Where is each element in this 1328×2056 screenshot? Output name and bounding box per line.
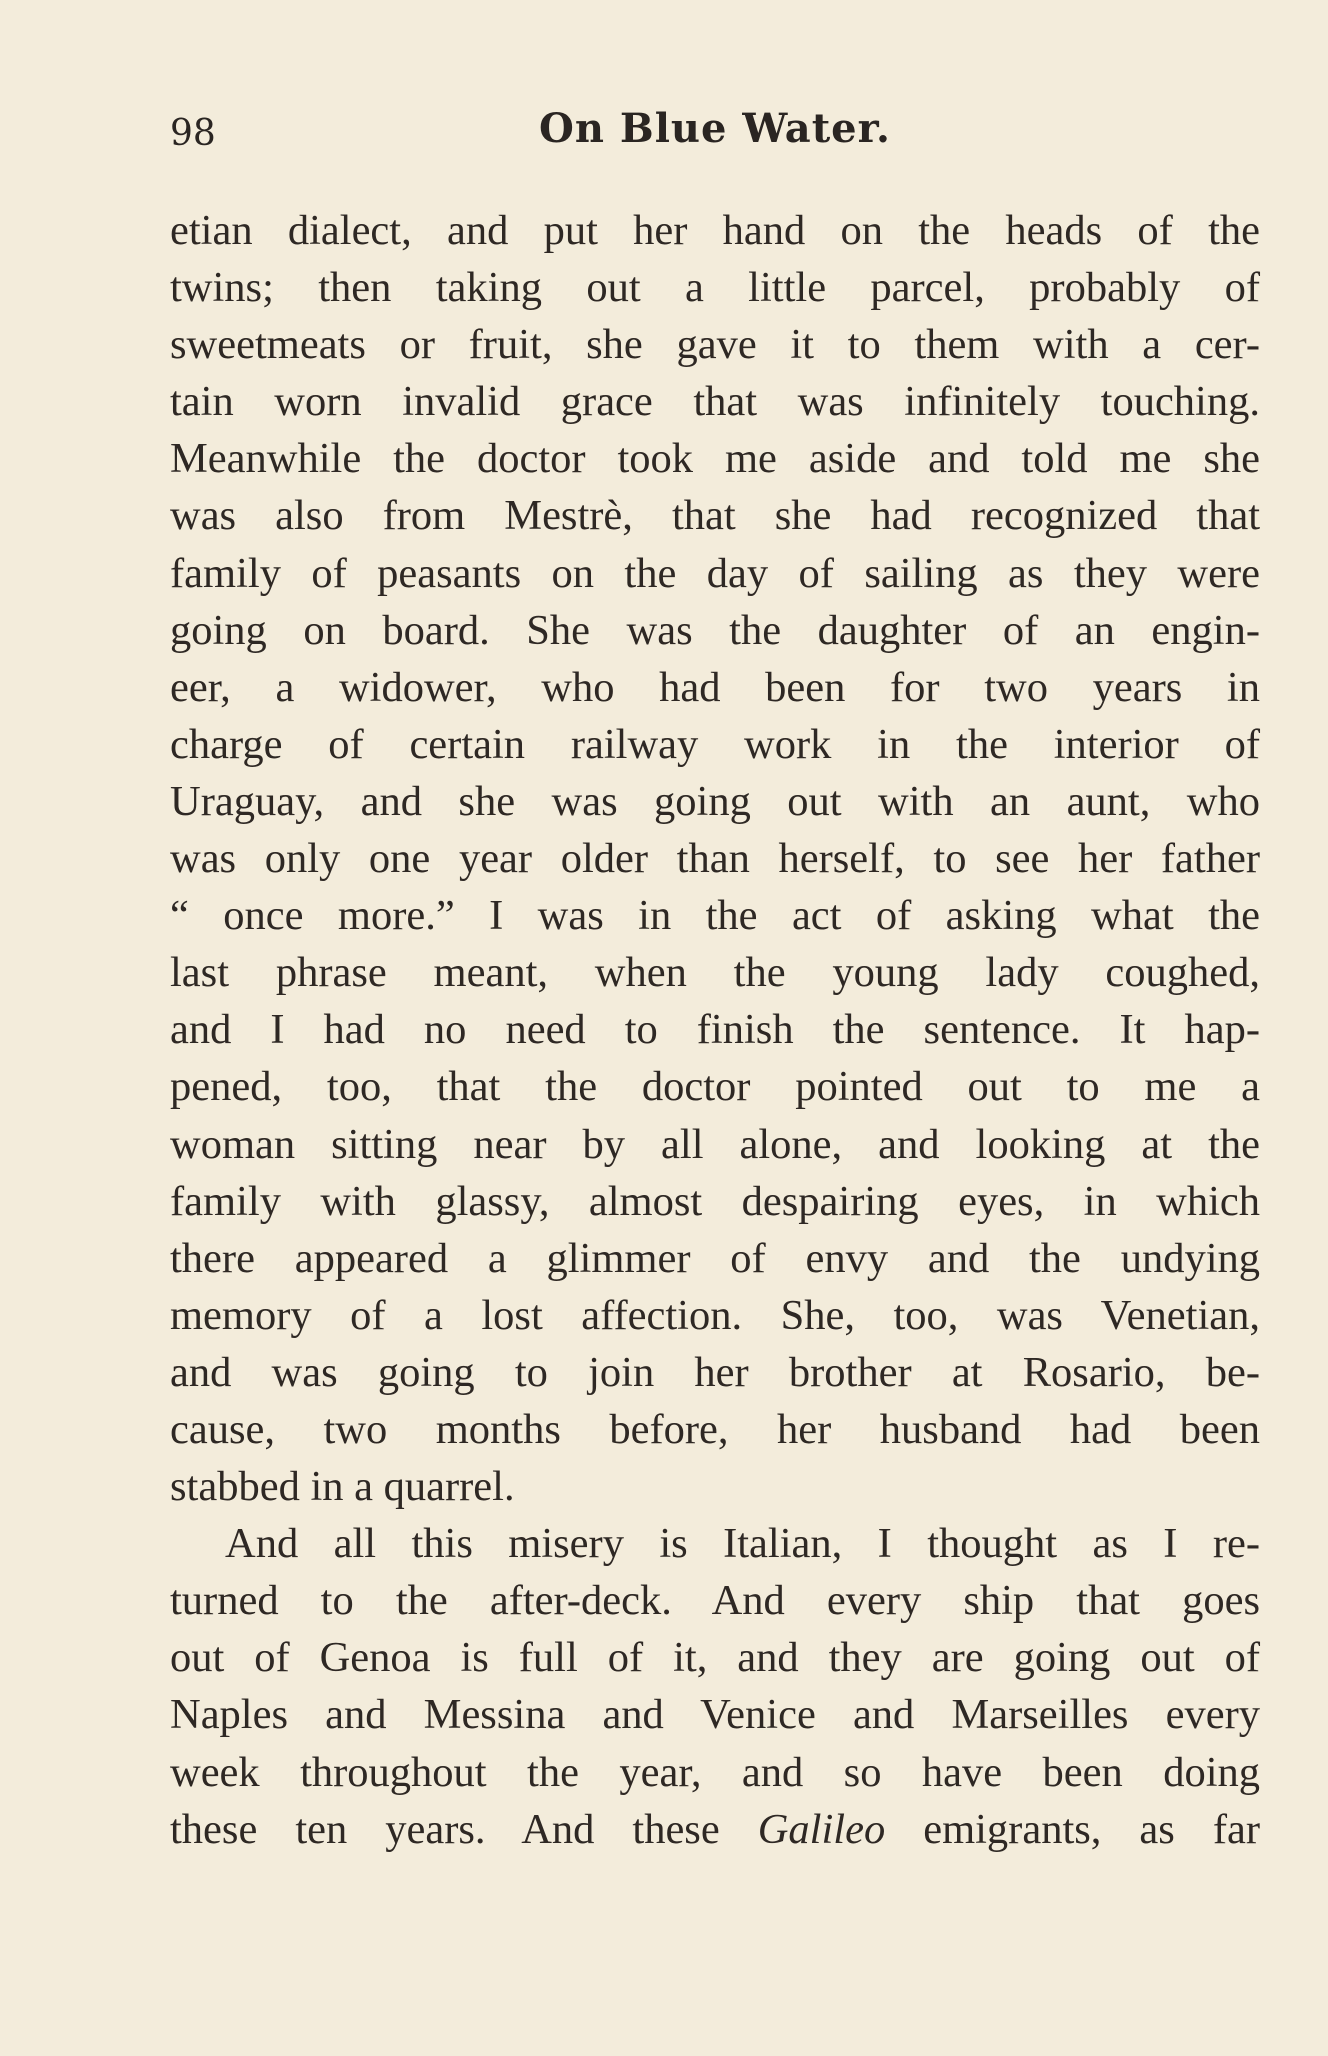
text-line: family of peasants on the day of sailing as they were	[170, 549, 1260, 597]
text-segment: emigrants, as far	[885, 1805, 1260, 1853]
text-line: pened, too, that the doctor pointed out to me a	[170, 1063, 1260, 1111]
text-line: Meanwhile the doctor took me aside and told me she	[170, 435, 1260, 483]
text-line: twins; then taking out a little parcel, probably of	[170, 264, 1260, 312]
body-text	[170, 202, 1260, 1858]
text-line-final	[170, 1801, 1260, 1858]
text-line: turned to the after-deck. And every ship that goes	[170, 1577, 1260, 1625]
text-line: family with glassy, almost despairing eyes, in which	[170, 1177, 1260, 1225]
text-line: and was going to join her brother at Rosario, be-	[170, 1348, 1260, 1396]
text-line: etian dialect, and put her hand on the heads of the	[170, 207, 1260, 254]
page-header	[170, 105, 1260, 175]
text-line: woman sitting near by all alone, and looking at the	[170, 1120, 1260, 1168]
text-line: And all this misery is Italian, I thought as I re-	[225, 1520, 1260, 1568]
page-number: 98	[170, 113, 216, 154]
text-line: stabbed in a quarrel.	[170, 1463, 515, 1511]
text-line: cause, two months before, her husband had been	[170, 1405, 1260, 1453]
text-line: Uraguay, and she was going out with an aunt, who	[170, 777, 1260, 825]
text-line: “ once more.” I was in the act of asking what the	[170, 892, 1260, 940]
text-line: last phrase meant, when the young lady coughed,	[170, 949, 1260, 997]
text-line: eer, a widower, who had been for two years in	[170, 663, 1260, 711]
text-line: going on board. She was the daughter of an engin-	[170, 606, 1260, 654]
text-line: out of Genoa is full of it, and they are going out of	[170, 1634, 1260, 1682]
text-line: charge of certain railway work in the interior of	[170, 720, 1260, 768]
text-line: week throughout the year, and so have been doing	[170, 1748, 1260, 1796]
italic-ship-name: Galileo	[757, 1805, 886, 1853]
text-line: tain worn invalid grace that was infinitely touching.	[170, 378, 1260, 426]
text-line: was also from Mestrè, that she had recognized that	[170, 492, 1260, 540]
text-line: there appeared a glimmer of envy and the undying	[170, 1234, 1260, 1282]
text-line: and I had no need to finish the sentence. It hap-	[170, 1006, 1260, 1054]
text-line: memory of a lost affection. She, too, was Venetian,	[170, 1291, 1260, 1339]
text-line: Naples and Messina and Venice and Marseilles every	[170, 1691, 1260, 1739]
running-title: On Blue Water.	[539, 105, 891, 152]
text-segment: these ten years. And these	[170, 1805, 758, 1853]
text-line: was only one year older than herself, to see her father	[170, 835, 1260, 883]
text-line: sweetmeats or fruit, she gave it to them with a cer-	[170, 321, 1260, 369]
